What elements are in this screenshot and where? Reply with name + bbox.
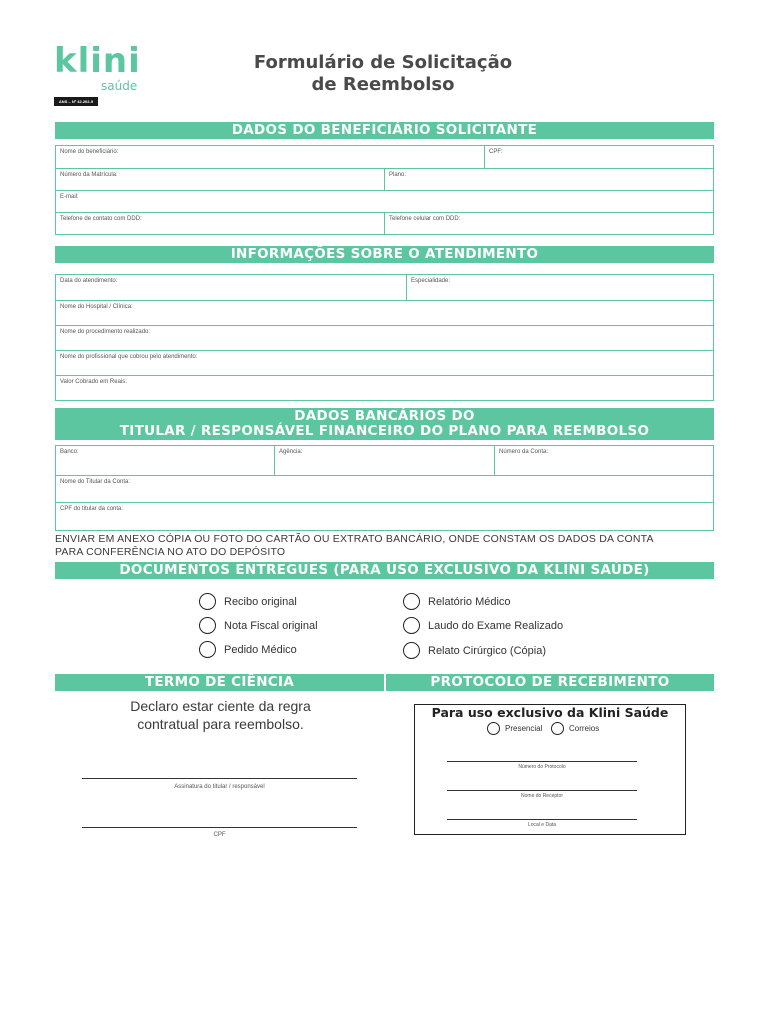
radio-circle-icon[interactable] [487,722,500,735]
option-label: Presencial [505,724,543,733]
field-label: Nome do procedimento realizado: [60,329,151,335]
doc-option-recibo[interactable] [199,593,297,610]
field-label: Data do atendimento: [60,278,118,284]
protocol-box-title: Para uso exclusivo da Klini Saúde [431,705,669,720]
section-header-documents: DOCUMENTOS ENTREGUES (PARA USO EXCLUSIVO DA KLINI SAÚDE) [55,562,714,579]
field-holder-cpf[interactable] [56,503,713,530]
page-title [230,52,536,96]
protocol-option-correios[interactable] [551,722,599,735]
field-procedure[interactable] [56,326,713,351]
logo-subtitle: saúde [101,79,138,93]
option-label: Recibo original [224,595,297,608]
bank-note-line-2: PARA CONFERÊNCIA NO ATO DO DEPÓSITO [55,546,286,558]
section-header-service: INFORMAÇÕES SOBRE O ATENDIMENTO [55,246,714,263]
beneficiary-grid [55,145,714,235]
section-header-beneficiary: DADOS DO BENEFICIÁRIO SOLICITANTE [55,122,714,139]
field-label: Telefone de contato com DDD: [60,216,142,222]
option-label: Laudo do Exame Realizado [428,619,564,632]
declaration-line-2: contratual para reembolso. [137,716,304,732]
radio-circle-icon[interactable] [199,641,216,658]
field-label: E-mail: [60,194,79,200]
place-date-line[interactable] [447,819,637,820]
field-label: Número da Matrícula: [60,172,118,178]
field-label: Valor Cobrado em Reais: [60,379,127,385]
bank-note-line-1: ENVIAR EM ANEXO CÓPIA OU FOTO DO CARTÃO OU EXTRATO BANCÁRIO, ONDE CONSTAM OS DADOS DA CONTA [55,533,654,545]
field-email[interactable] [56,191,713,213]
signature-line[interactable] [82,778,357,779]
protocol-number-line[interactable] [447,761,637,762]
doc-option-relato[interactable] [403,642,546,659]
field-label: Plano: [389,172,407,178]
title-line-1: Formulário de Solicitação [253,52,513,73]
field-account[interactable] [495,446,713,476]
option-label: Relatório Médico [428,595,511,608]
klini-logo: klini [54,41,141,81]
field-bank[interactable] [56,446,275,476]
option-label: Pedido Médico [224,643,297,656]
field-label: Nome do profissional que cobrou pelo atendimento: [60,354,198,360]
field-plano[interactable] [385,169,713,191]
field-matricula[interactable] [56,169,385,191]
field-label: Nome do Titular da Conta: [60,479,131,485]
field-mobile[interactable] [385,213,713,234]
receiver-caption: Nome do Receptor [521,793,563,799]
protocol-number-caption: Número do Protocolo [518,764,566,770]
field-cpf[interactable] [485,146,713,169]
doc-option-pedido[interactable] [199,641,297,658]
radio-circle-icon[interactable] [199,617,216,634]
field-label: CPF do titular da conta: [60,506,124,512]
protocol-box [414,704,686,835]
option-label: Nota Fiscal original [224,619,318,632]
service-grid [55,274,714,401]
radio-circle-icon[interactable] [199,593,216,610]
bank-note [55,533,725,559]
field-label: Telefone celular com DDD: [389,216,461,222]
radio-circle-icon[interactable] [551,722,564,735]
field-date[interactable] [56,275,407,301]
bank-header-line-1: DADOS BANCÁRIOS DO [294,408,475,424]
doc-option-laudo[interactable] [403,617,563,634]
field-value[interactable] [56,376,713,400]
bank-header-line-2: TITULAR / RESPONSÁVEL FINANCEIRO DO PLANO PARA REEMBOLSO [119,423,650,439]
protocol-option-presencial[interactable] [487,722,542,735]
declaration-text [88,697,353,733]
field-phone[interactable] [56,213,385,234]
field-label: Banco: [60,449,79,455]
field-specialty[interactable] [407,275,713,301]
field-label: Nome do beneficiário: [60,149,119,155]
field-label: Agência: [279,449,303,455]
field-label: Nome do Hospital / Clínica: [60,304,133,310]
cpf-caption: CPF [213,832,226,838]
field-holder[interactable] [56,476,713,503]
title-line-2: de Reembolso [311,74,455,95]
bank-grid [55,445,714,531]
section-header-term: TERMO DE CIÊNCIA [55,674,384,691]
option-label: Correios [569,724,600,733]
field-agency[interactable] [275,446,495,476]
doc-option-nota-fiscal[interactable] [199,617,318,634]
section-header-protocol: PROTOCOLO DE RECEBIMENTO [386,674,714,691]
section-header-bank [55,408,714,440]
radio-circle-icon[interactable] [403,617,420,634]
field-hospital[interactable] [56,301,713,326]
signature-caption: Assinatura do titular / responsável [174,784,265,790]
field-label: Número da Conta: [499,449,549,455]
radio-circle-icon[interactable] [403,642,420,659]
option-label: Relato Cirúrgico (Cópia) [428,644,546,657]
doc-option-relatorio[interactable] [403,593,511,610]
receiver-line[interactable] [447,790,637,791]
cpf-line[interactable] [82,827,357,828]
field-professional[interactable] [56,351,713,376]
field-label: Especialidade: [411,278,451,284]
field-label: CPF: [489,149,503,155]
place-date-caption: Local e Data [527,822,557,828]
field-beneficiary-name[interactable] [56,146,485,169]
ans-badge: ANS – Nº 42.202-9 [54,97,98,106]
declaration-line-1: Declaro estar ciente da regra [130,698,311,714]
radio-circle-icon[interactable] [403,593,420,610]
